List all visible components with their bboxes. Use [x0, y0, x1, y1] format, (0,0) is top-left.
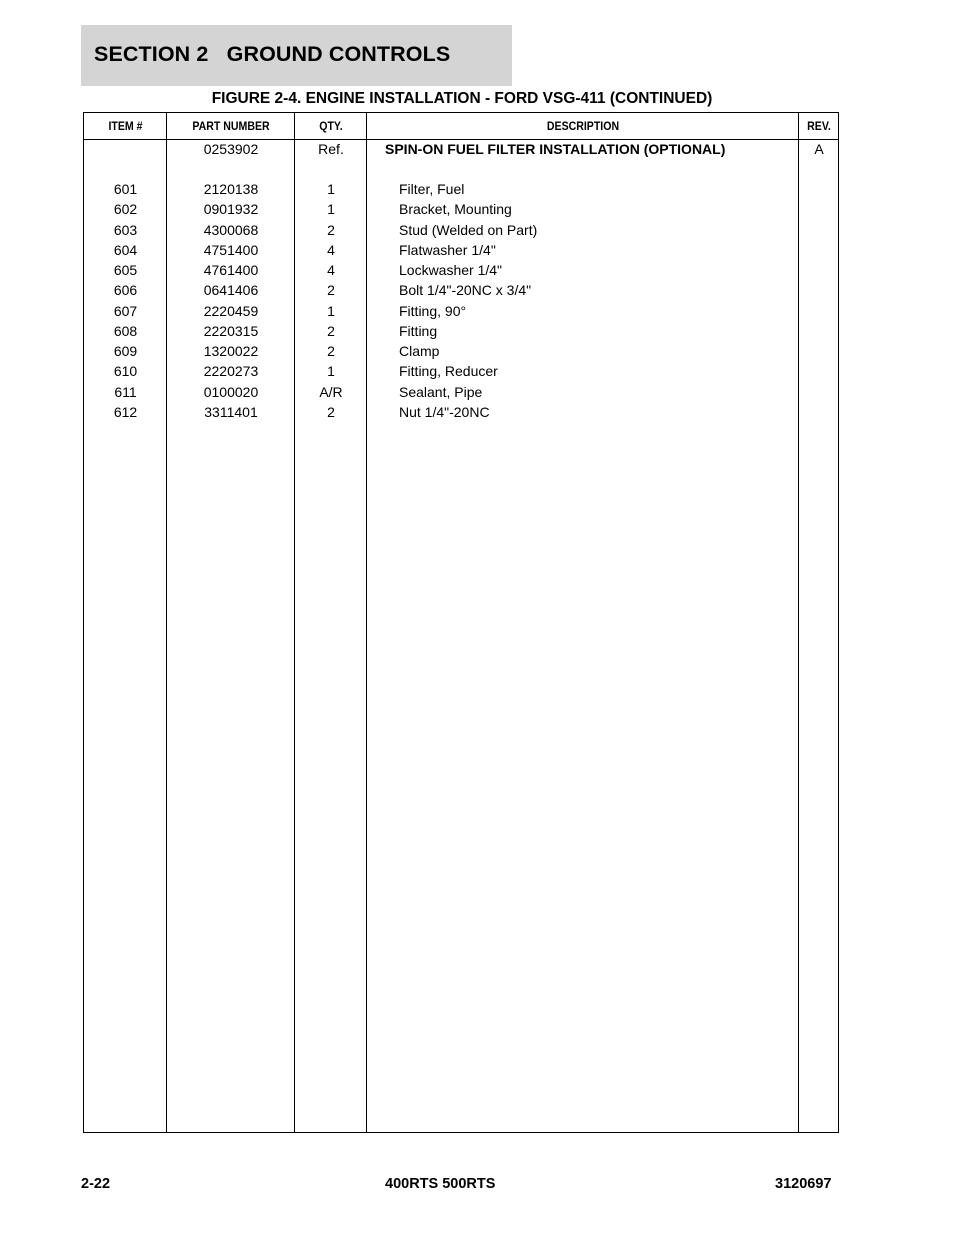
table-cell-description: Sealant, Pipe	[399, 384, 483, 400]
table-cell-item-number: 611	[114, 384, 137, 400]
table-cell-item-number: 601	[113, 181, 138, 197]
table-cell-quantity: 1	[327, 363, 335, 379]
table-cell-quantity: 2	[327, 323, 335, 339]
table-cell-item-number: 606	[113, 282, 138, 298]
table-cell-description: Nut 1/4"-20NC	[399, 404, 490, 420]
table-cell-quantity: 4	[327, 262, 335, 278]
header-item: ITEM #	[108, 119, 143, 133]
table-cell-description: Fitting, Reducer	[399, 363, 498, 379]
table-cell-description: Fitting	[399, 323, 438, 339]
table-cell-part-number: 4300068	[203, 222, 259, 238]
table-cell-item-number: 609	[113, 343, 138, 359]
table-cell-quantity: Ref.	[318, 141, 344, 157]
table-cell-item-number: 607	[113, 303, 138, 319]
table-cell-description: Flatwasher 1/4"	[399, 242, 496, 258]
section-banner	[81, 25, 512, 86]
table-cell-item-number: 612	[113, 404, 138, 420]
table-cell-description: Bolt 1/4"-20NC x 3/4"	[399, 282, 532, 298]
table-cell-description: Filter, Fuel	[399, 181, 465, 197]
section-title: SECTION 2 GROUND CONTROLS	[94, 42, 451, 66]
table-cell-part-number: 2220459	[203, 303, 259, 319]
table-cell-item-number: 604	[113, 242, 138, 258]
table-cell-part-number: 2220315	[203, 323, 259, 339]
header-part-number: PART NUMBER	[192, 119, 270, 133]
parts-table	[83, 112, 839, 1133]
footer-page-number: 2-22	[81, 1176, 111, 1192]
column-divider	[798, 113, 799, 1132]
table-cell-description: Bracket, Mounting	[399, 201, 512, 217]
table-cell-quantity: 1	[327, 303, 335, 319]
table-cell-part-number: 0100020	[203, 384, 259, 400]
header-description: DESCRIPTION	[546, 119, 620, 133]
footer-model: 400RTS 500RTS	[385, 1176, 496, 1192]
table-cell-part-number: 3311401	[204, 404, 258, 420]
table-cell-part-number: 0253902	[203, 141, 259, 157]
table-cell-part-number: 4761400	[203, 262, 259, 278]
table-cell-item-number: 608	[113, 323, 138, 339]
table-cell-part-number: 2120138	[203, 181, 259, 197]
table-cell-part-number: 2220273	[203, 363, 259, 379]
table-cell-quantity: 2	[327, 343, 335, 359]
figure-title: FIGURE 2-4. ENGINE INSTALLATION - FORD VSG-411 (CONTINUED)	[211, 90, 713, 107]
table-cell-description: Clamp	[399, 343, 440, 359]
table-cell-item-number: 602	[113, 201, 138, 217]
table-cell-quantity: 2	[327, 282, 335, 298]
table-cell-item-number: 610	[113, 363, 138, 379]
table-cell-quantity: 4	[327, 242, 335, 258]
footer-doc-number: 3120697	[775, 1176, 832, 1192]
table-cell-part-number: 0641406	[203, 282, 259, 298]
table-cell-quantity: 2	[327, 404, 335, 420]
table-cell-item-number: 605	[113, 262, 138, 278]
table-cell-quantity: 1	[327, 201, 335, 217]
table-cell-revision: A	[814, 141, 824, 157]
table-cell-description: SPIN-ON FUEL FILTER INSTALLATION (OPTIONAL)	[385, 141, 726, 157]
table-cell-quantity: 1	[327, 181, 335, 197]
header-rev: REV.	[807, 119, 831, 133]
table-cell-quantity: 2	[327, 222, 335, 238]
table-cell-part-number: 0901932	[203, 201, 259, 217]
header-divider	[84, 139, 838, 140]
table-cell-description: Lockwasher 1/4"	[399, 262, 503, 278]
table-cell-description: Stud (Welded on Part)	[399, 222, 538, 238]
table-cell-quantity: A/R	[319, 384, 343, 400]
table-cell-part-number: 1320022	[203, 343, 259, 359]
table-cell-item-number: 603	[113, 222, 138, 238]
header-qty: QTY.	[319, 119, 343, 133]
table-cell-part-number: 4751400	[203, 242, 259, 258]
table-cell-description: Fitting, 90°	[399, 303, 467, 319]
